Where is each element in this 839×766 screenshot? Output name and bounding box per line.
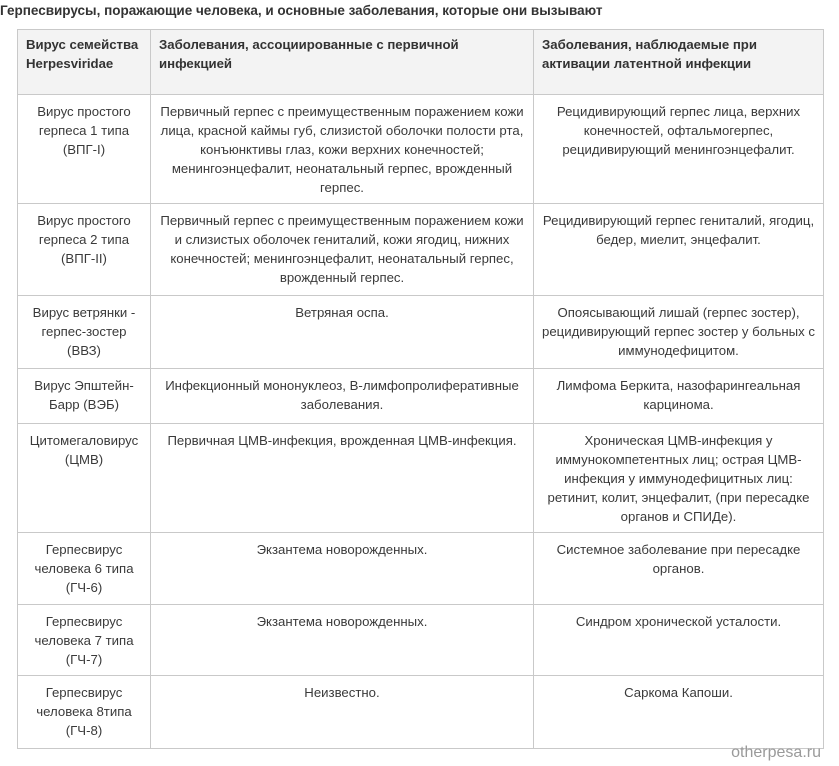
cell-primary: Первичный герпес с преимущественным поражением кожи и слизистых оболочек гениталий, кожи ягодиц, нижних конечностей; менингоэнцефалит, неонатальный герпес, врожденный герпес. <box>151 204 534 296</box>
header-latent: Заболевания, наблюдаемые при активации латентной инфекции <box>534 30 824 95</box>
table-header-row <box>18 30 824 95</box>
cell-primary: Экзантема новорожденных. <box>151 605 534 676</box>
cell-primary: Экзантема новорожденных. <box>151 533 534 605</box>
cell-virus: Вирус Эпштейн-Барр (ВЭБ) <box>18 369 151 424</box>
table-row <box>18 204 824 296</box>
cell-primary: Инфекционный мононуклеоз, В-лимфопролиферативные заболевания. <box>151 369 534 424</box>
table-row <box>18 369 824 424</box>
cell-virus: Вирус простого герпеса 2 типа (ВПГ-II) <box>18 204 151 296</box>
cell-virus: Вирус простого герпеса 1 типа (ВПГ-I) <box>18 95 151 204</box>
cell-primary: Первичная ЦМВ-инфекция, врожденная ЦМВ-инфекция. <box>151 424 534 533</box>
cell-virus: Цитомегаловирус (ЦМВ) <box>18 424 151 533</box>
table-row <box>18 605 824 676</box>
site-watermark: otherpesa.ru <box>731 744 821 761</box>
cell-latent: Системное заболевание при пересадке органов. <box>534 533 824 605</box>
cell-primary: Ветряная оспа. <box>151 296 534 369</box>
cell-virus: Герпесвирус человека 7 типа (ГЧ-7) <box>18 605 151 676</box>
table-row <box>18 676 824 749</box>
herpesvirus-table <box>17 29 824 749</box>
cell-primary: Неизвестно. <box>151 676 534 749</box>
table-row <box>18 296 824 369</box>
table-row <box>18 95 824 204</box>
cell-latent: Саркома Капоши. <box>534 676 824 749</box>
table-row <box>18 424 824 533</box>
cell-latent: Лимфома Беркита, назофарингеальная карцинома. <box>534 369 824 424</box>
cell-latent: Опоясывающий лишай (герпес зостер), рецидивирующий герпес зостер у больных с иммунодефицитом. <box>534 296 824 369</box>
table-row <box>18 533 824 605</box>
cell-primary: Первичный герпес с преимущественным поражением кожи лица, красной каймы губ, слизистой оболочки полости рта, конъюнктивы глаз, кожи верхних конечностей; менингоэнцефалит, неонатальный герпес, врожденный герпес. <box>151 95 534 204</box>
cell-virus: Вирус ветрянки - герпес-зостер (ВВЗ) <box>18 296 151 369</box>
cell-latent: Рецидивирующий герпес лица, верхних конечностей, офтальмогерпес, рецидивирующий менингоэнцефалит. <box>534 95 824 204</box>
cell-latent: Хроническая ЦМВ-инфекция у иммунокомпетентных лиц; острая ЦМВ-инфекция у иммунодефицитных лиц: ретинит, колит, энцефалит, (при пересадке органов и СПИДе). <box>534 424 824 533</box>
cell-latent: Рецидивирующий герпес гениталий, ягодиц, бедер, миелит, энцефалит. <box>534 204 824 296</box>
cell-virus: Герпесвирус человека 8типа (ГЧ-8) <box>18 676 151 749</box>
header-primary: Заболевания, ассоциированные с первичной инфекцией <box>151 30 534 95</box>
cell-latent: Синдром хронической усталости. <box>534 605 824 676</box>
cell-virus: Герпесвирус человека 6 типа (ГЧ-6) <box>18 533 151 605</box>
header-virus: Вирус семейства Herpesviridae <box>18 30 151 95</box>
page-title: Герпесвирусы, поражающие человека, и основные заболевания, которые они вызывают <box>0 3 603 18</box>
